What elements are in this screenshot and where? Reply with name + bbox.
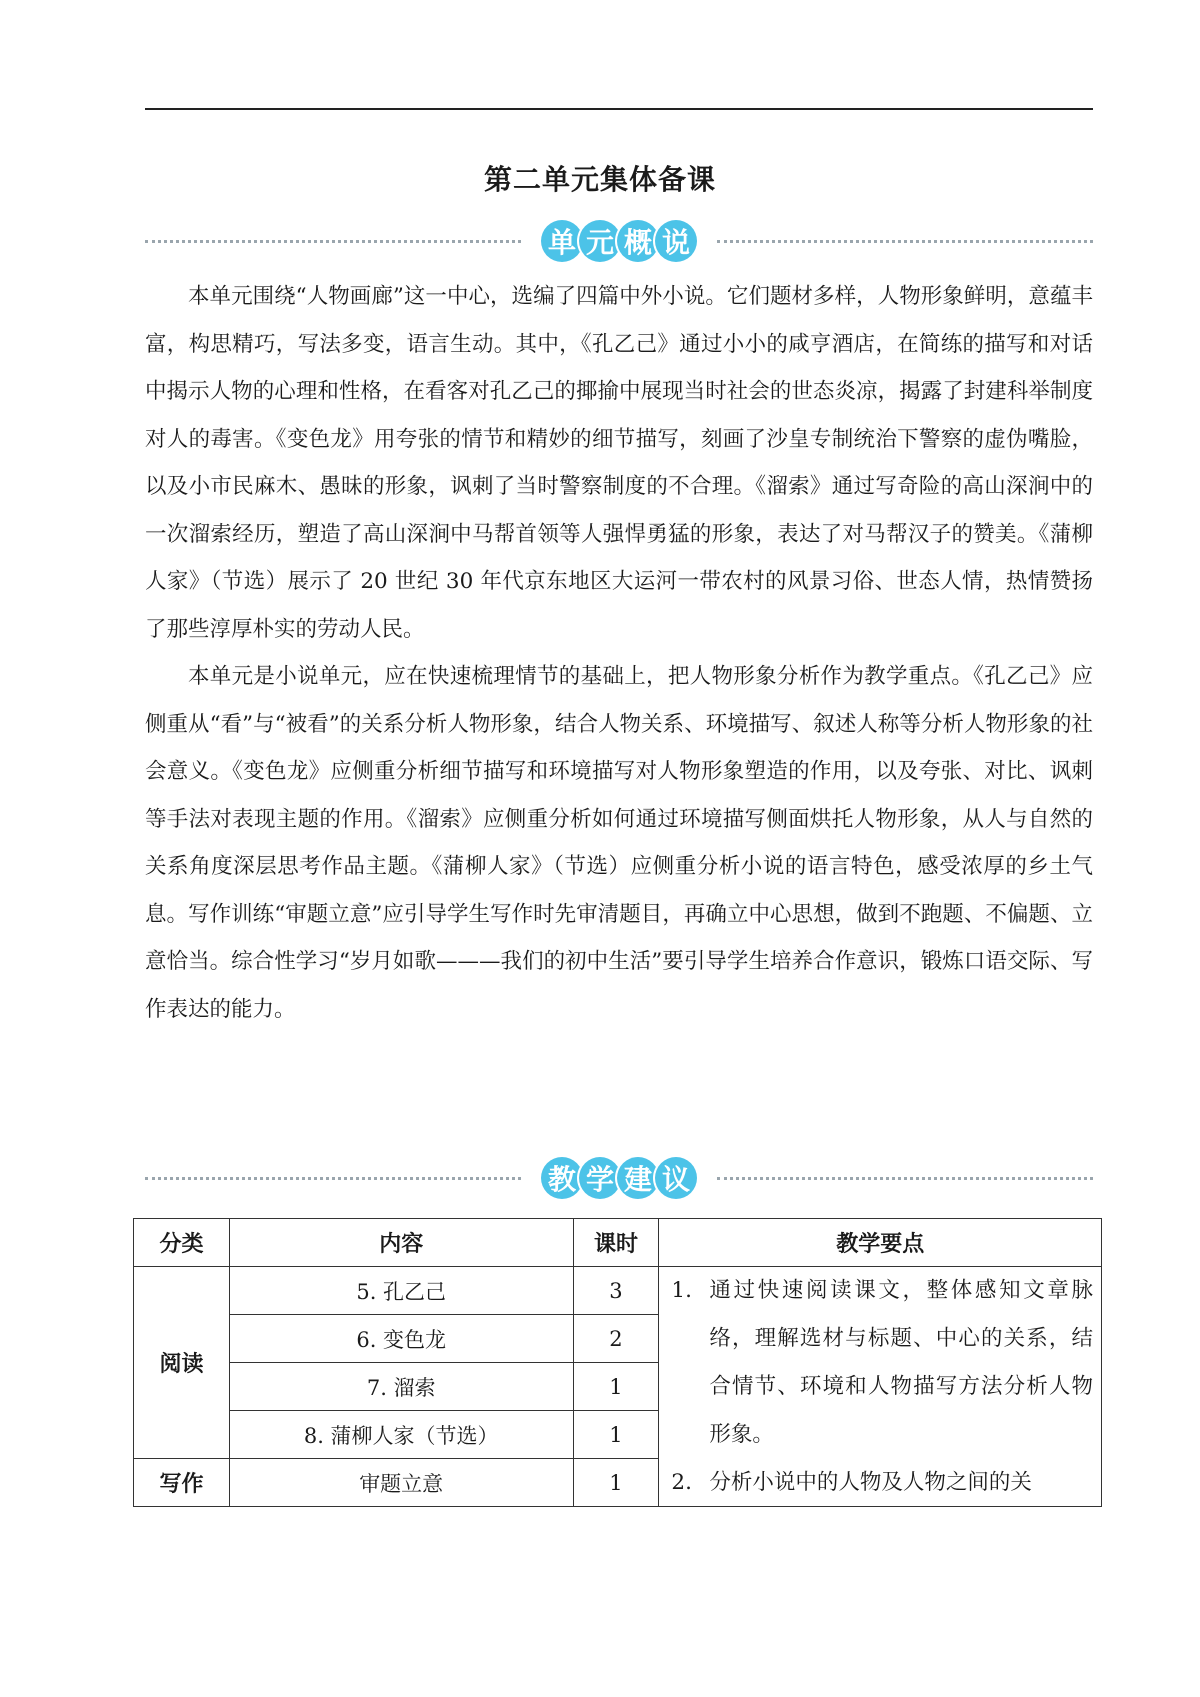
list-text: 分析小说中的人物及人物之间的关 (709, 1470, 1032, 1495)
overview-paragraph: 本单元围绕“人物画廊”这一中心，选编了四篇中外小说。它们题材多样，人物形象鲜明，意蕴丰富，构思精巧，写法多变，语言生动。其中，《孔乙己》通过小小的咸亨酒店，在简练的描写和对话中揭示人物的心理和性格，在看客对孔乙己的揶揄中展现当时社会的世态炎凉，揭露了封建科举制度对人的毒害。《变色龙》用夸张的情节和精妙的细节描写，刻画了沙皇专制统治下警察的虚伪嘴脸，以及小市民麻木、愚昧的形象，讽刺了当时警察制度的不合理。《溜索》通过写奇险的高山深涧中的一次溜索经历，塑造了高山深涧中马帮首领等人强悍勇猛的形象，表达了对马帮汉子的赞美。《蒲柳人家》（节选）展示了 20 世纪 30 年代京东地区大运河一带农村的风景习俗、世态人情，热情赞扬了那些淳厚朴实的劳动人民。 (145, 284, 1093, 642)
heading-char: 教 (541, 1157, 583, 1199)
heading-char: 学 (579, 1157, 621, 1199)
heading-char: 单 (541, 220, 583, 262)
lesson-content: 5. 孔乙己 (229, 1267, 573, 1315)
dotted-divider-left (145, 240, 521, 243)
header-rule (145, 108, 1093, 110)
table-row (134, 1267, 1102, 1315)
page-title: 第二单元集体备课 (483, 163, 716, 196)
dotted-divider-right (717, 1177, 1093, 1180)
category-writing: 写作 (134, 1459, 230, 1507)
overview-paragraph: 本单元是小说单元，应在快速梳理情节的基础上，把人物形象分析作为教学重点。《孔乙己》应侧重从“看”与“被看”的关系分析人物形象，结合人物关系、环境描写、叙述人称等分析人物形象的社会意义。《变色龙》应侧重分析细节描写和环境描写对人物形象塑造的作用，以及夸张、对比、讽刺等手法对表现主题的作用。《溜索》应侧重分析如何通过环境描写侧面烘托人物形象，从人与自然的关系角度深层思考作品主题。《蒲柳人家》（节选）应侧重分析小说的语言特色，感受浓厚的乡土气息。写作训练“审题立意”应引导学生写作时先审清题目，再确立中心思想，做到不跑题、不偏题、立意恰当。综合性学习“岁月如歌———我们的初中生活”要引导学生培养合作意识，锻炼口语交际、写作表达的能力。 (145, 664, 1093, 1022)
key-points-list (671, 1267, 1093, 1503)
heading-char: 概 (617, 220, 659, 262)
heading-char: 元 (579, 220, 621, 262)
list-item (671, 1459, 1093, 1503)
lesson-hours: 2 (573, 1315, 659, 1363)
lesson-hours: 1 (573, 1459, 659, 1507)
list-number: 2. (671, 1470, 692, 1495)
header-category: 分类 (134, 1219, 230, 1267)
list-number: 1. (671, 1278, 692, 1303)
lesson-hours: 3 (573, 1267, 659, 1315)
category-reading: 阅读 (134, 1267, 230, 1459)
section-banner-overview (145, 216, 1093, 266)
list-text: 通过快速阅读课文，整体感知文章脉络，理解选材与标题、中心的关系，结合情节、环境和人物描写方法分析人物形象。 (709, 1278, 1093, 1447)
section-heading-suggestions (543, 1157, 695, 1199)
header-key-points: 教学要点 (659, 1219, 1102, 1267)
lesson-content: 审题立意 (229, 1459, 573, 1507)
lesson-content: 6. 变色龙 (229, 1315, 573, 1363)
key-points-cell (659, 1267, 1102, 1507)
lesson-hours: 1 (573, 1363, 659, 1411)
teaching-plan-table (133, 1218, 1102, 1507)
heading-char: 议 (655, 1157, 697, 1199)
lesson-hours: 1 (573, 1411, 659, 1459)
section-heading-overview (543, 220, 695, 262)
table-header-row (134, 1219, 1102, 1267)
lesson-content: 8. 蒲柳人家（节选） (229, 1411, 573, 1459)
overview-text (145, 273, 1093, 1033)
section-banner-suggestions (145, 1153, 1093, 1203)
header-content: 内容 (229, 1219, 573, 1267)
lesson-content: 7. 溜索 (229, 1363, 573, 1411)
header-hours: 课时 (573, 1219, 659, 1267)
heading-char: 说 (655, 220, 697, 262)
dotted-divider-right (717, 240, 1093, 243)
dotted-divider-left (145, 1177, 521, 1180)
list-item (671, 1267, 1093, 1459)
heading-char: 建 (617, 1157, 659, 1199)
